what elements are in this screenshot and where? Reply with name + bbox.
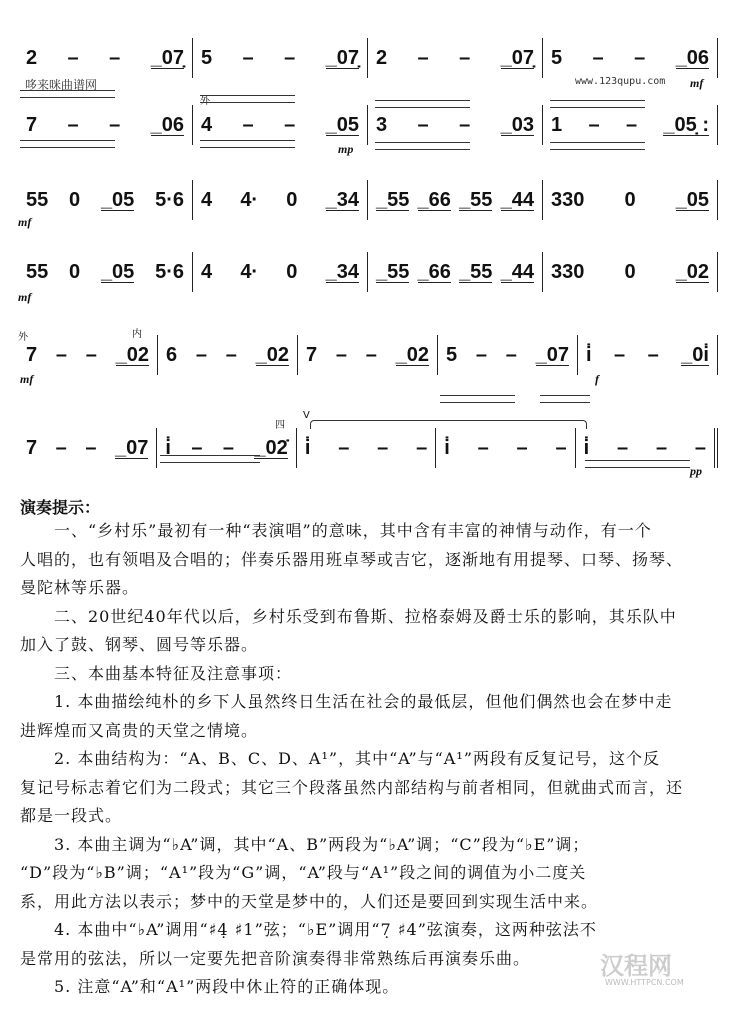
hairpin — [375, 142, 470, 150]
measure — [18, 38, 193, 78]
note-line: 1. 本曲描绘纯朴的乡下人虽然终日生活在社会的最低层，但他们偶然也会在梦中走 — [54, 692, 673, 711]
note: _55 — [459, 188, 493, 211]
dynamic-f: f — [595, 372, 599, 386]
note: – — [67, 113, 79, 136]
note-line: 二、20世纪40年代以后，乡村乐受到布鲁斯、拉格泰姆及爵士乐的影响，其乐队中 — [54, 606, 677, 626]
note: 55 — [26, 188, 49, 211]
note: – — [85, 436, 97, 459]
note: 5 — [446, 343, 458, 366]
note: 330 — [551, 260, 585, 283]
hairpin — [200, 140, 295, 148]
note: 5·6 — [155, 188, 184, 211]
note-line: “D”段为“♭B”调；“A¹”段为“G”调，“A”段与“A¹”段之间的调值为小二度关 — [20, 863, 587, 882]
hairpin — [200, 95, 295, 103]
measure — [18, 335, 158, 375]
dynamic-mf: mf — [20, 372, 34, 386]
note: 0 — [286, 188, 298, 211]
measure — [193, 105, 368, 145]
measure — [368, 105, 543, 145]
note: – — [459, 46, 471, 69]
measure — [543, 252, 718, 292]
measure — [438, 335, 578, 375]
note: _03 — [500, 113, 534, 136]
string-si: 四 — [275, 420, 285, 431]
note: – — [365, 343, 377, 366]
measure — [18, 428, 157, 468]
watermark-brand-url: WWW.HTTPCN.COM — [605, 978, 684, 987]
note: 55 — [26, 260, 49, 283]
note-line: 复记号标志着它们为二段式；其它三个段落虽然内部结构与前者相同，但就曲式而言，还 — [20, 777, 684, 797]
note: _55 — [376, 188, 410, 211]
watermark-brand: 汉程网 — [600, 952, 672, 980]
dynamic-mf: mf — [18, 290, 32, 304]
note: 4· — [240, 260, 259, 283]
note: 0 — [286, 260, 298, 283]
note: i̇ — [304, 436, 311, 459]
note: – — [225, 343, 237, 366]
note: i̇ — [165, 436, 171, 459]
hairpin — [20, 90, 115, 98]
note: – — [242, 46, 254, 69]
note: _34 — [325, 260, 359, 283]
measure — [297, 428, 436, 468]
note: – — [614, 343, 626, 366]
note: _34 — [325, 188, 359, 211]
note: 4 — [201, 113, 213, 136]
note-line: 3. 本曲主调为“♭A”调，其中“A、B”两段为“♭A”调；“C”段为“♭E”调； — [54, 834, 590, 854]
score-line — [18, 252, 718, 292]
tie-slur — [310, 420, 587, 429]
measure — [368, 180, 543, 220]
note: _07̣ — [325, 46, 359, 69]
note: – — [417, 113, 429, 136]
note: – — [694, 436, 706, 459]
note: _02 — [255, 343, 289, 366]
measure — [368, 252, 543, 292]
note: – — [284, 113, 296, 136]
note: – — [516, 436, 528, 459]
dynamic-mf: mf — [18, 215, 32, 229]
performance-notes — [20, 495, 720, 1002]
hairpin — [20, 140, 115, 148]
note: 5·6 — [155, 260, 184, 283]
note-line: 4. 本曲中“♭A”调用“♯4̣ ♯1”弦；“♭E”调用“7̣ ♯4”弦演奏，这两种弦法不 — [54, 920, 597, 939]
note: – — [335, 343, 347, 366]
fingering-wai: 外 — [18, 332, 28, 343]
measure — [298, 335, 438, 375]
note: – — [625, 113, 638, 136]
score-line — [18, 38, 718, 78]
note: – — [477, 436, 489, 459]
measure — [18, 180, 193, 220]
dynamic-mp: mp — [338, 142, 354, 156]
note-line: 一、“乡村乐”最初有一种“表演唱”的意味，其中含有丰富的神情与动作，有一个 — [54, 521, 652, 540]
hairpin — [585, 460, 690, 468]
note: _02 — [675, 260, 709, 283]
fingering-nei: 内 — [132, 329, 142, 340]
note: _55 — [376, 260, 410, 283]
measure — [368, 38, 543, 78]
note: – — [222, 436, 235, 459]
measure — [18, 105, 193, 145]
note: _0i̇ — [681, 343, 709, 366]
note: – — [592, 46, 604, 69]
note: _06 — [150, 113, 184, 136]
note: _02 — [115, 343, 149, 366]
note: 5 — [201, 46, 213, 69]
note: _05 — [675, 188, 709, 211]
notes-title: 演奏提示： — [20, 498, 101, 517]
measure — [578, 335, 718, 375]
note: _07 — [535, 343, 569, 366]
note: – — [85, 343, 97, 366]
note: _05 — [325, 113, 359, 136]
note: 5 — [551, 46, 563, 69]
note: _66 — [417, 260, 451, 283]
note-line: 人唱的，也有领唱及合唱的；伴奏乐器用班卓琴或吉它，逐渐地有用提琴、口琴、扬琴、 — [20, 549, 684, 569]
note: i̇ — [444, 436, 450, 459]
note: 7 — [26, 343, 38, 366]
note-line: 三、本曲基本特征及注意事项： — [54, 663, 293, 683]
note: i̇ — [583, 436, 590, 459]
hairpin — [375, 100, 470, 108]
measure — [18, 252, 193, 292]
note: – — [505, 343, 517, 366]
note: _55 — [459, 260, 493, 283]
watermark-left: 哆来咪曲谱网 — [25, 78, 98, 92]
note: _02 — [395, 343, 429, 366]
note-line: 是常用的弦法，所以一定要先把音阶演奏得非常熟练后再演奏乐曲。 — [20, 948, 531, 968]
note: 0 — [624, 188, 636, 211]
note-line: 进辉煌而又高贵的天堂之情境。 — [20, 720, 259, 740]
note: _44 — [500, 260, 534, 283]
dynamic-mf: mf — [690, 76, 704, 90]
watermark-right: www.123qupu.com — [575, 76, 666, 87]
note: _07̣ — [150, 46, 184, 69]
measure — [158, 335, 298, 375]
note: 6 — [166, 343, 178, 366]
note: _06 — [675, 46, 709, 69]
note: 4 — [201, 188, 213, 211]
score-line — [18, 105, 718, 145]
score-line — [18, 180, 718, 220]
note: – — [242, 113, 254, 136]
note: 7 — [26, 436, 38, 459]
note: – — [647, 343, 659, 366]
note: – — [416, 436, 428, 459]
measure — [543, 105, 718, 145]
note: _07 — [115, 436, 149, 459]
measure — [436, 428, 575, 468]
note: _05̣ : — [663, 113, 709, 136]
note: – — [195, 343, 207, 366]
hairpin — [160, 455, 260, 463]
note: 4 — [201, 260, 213, 283]
measure — [543, 38, 718, 78]
note-line: 系，用此方法以表示；梦中的天堂是梦中的，人们还是要回到实现生活中来。 — [20, 891, 599, 911]
note: – — [338, 436, 350, 459]
note-line: 5. 注意“A”和“A¹”两段中休止符的正确体现。 — [54, 977, 400, 996]
note: 1 — [551, 113, 563, 136]
note: – — [459, 113, 471, 136]
note: – — [475, 343, 487, 366]
note: 0 — [624, 260, 636, 283]
note-line: 加入了鼓、钢琴、圆号等乐器。 — [20, 635, 259, 654]
note: 4· — [240, 188, 259, 211]
note: 330 — [551, 188, 585, 211]
note: _05 — [100, 188, 135, 211]
note: 3 — [376, 113, 388, 136]
note: – — [55, 436, 67, 459]
note: – — [417, 46, 429, 69]
fingering-wai: 外 — [200, 96, 210, 107]
note: – — [555, 436, 567, 459]
note: – — [109, 46, 121, 69]
hairpin — [550, 100, 645, 108]
note: 0 — [69, 188, 81, 211]
note: _02̇ — [254, 436, 288, 459]
note: _66 — [417, 188, 451, 211]
note-line: 都是一段式。 — [20, 806, 123, 825]
note: i̇ — [586, 343, 592, 366]
note: – — [634, 46, 646, 69]
dynamic-pp: pp — [690, 464, 702, 478]
note: 2 — [376, 46, 388, 69]
note-line: 曼陀林等乐器。 — [20, 578, 140, 597]
note: 7 — [306, 343, 318, 366]
note: 7 — [26, 113, 38, 136]
note: – — [67, 46, 79, 69]
note: – — [588, 113, 600, 136]
note: – — [377, 436, 389, 459]
note: – — [191, 436, 203, 459]
note: _44 — [500, 188, 534, 211]
note: 0 — [69, 260, 81, 283]
note: – — [284, 46, 296, 69]
note: _07̣ — [500, 46, 534, 69]
measure — [193, 38, 368, 78]
hairpin — [550, 142, 645, 150]
hairpin — [540, 395, 590, 403]
measure — [543, 180, 718, 220]
note-line: 2. 本曲结构为：“A、B、C、D、A¹”，其中“A”与“A¹”两段有反复记号，这个反 — [54, 749, 660, 768]
note: – — [655, 436, 668, 459]
note: – — [55, 343, 67, 366]
measure — [193, 252, 368, 292]
measure — [193, 180, 368, 220]
breath-mark: V — [303, 410, 310, 421]
note: 2 — [26, 46, 38, 69]
note: _05 — [100, 260, 135, 283]
note: – — [617, 436, 629, 459]
score-line — [18, 335, 718, 375]
note: – — [109, 113, 121, 136]
hairpin — [440, 395, 515, 403]
